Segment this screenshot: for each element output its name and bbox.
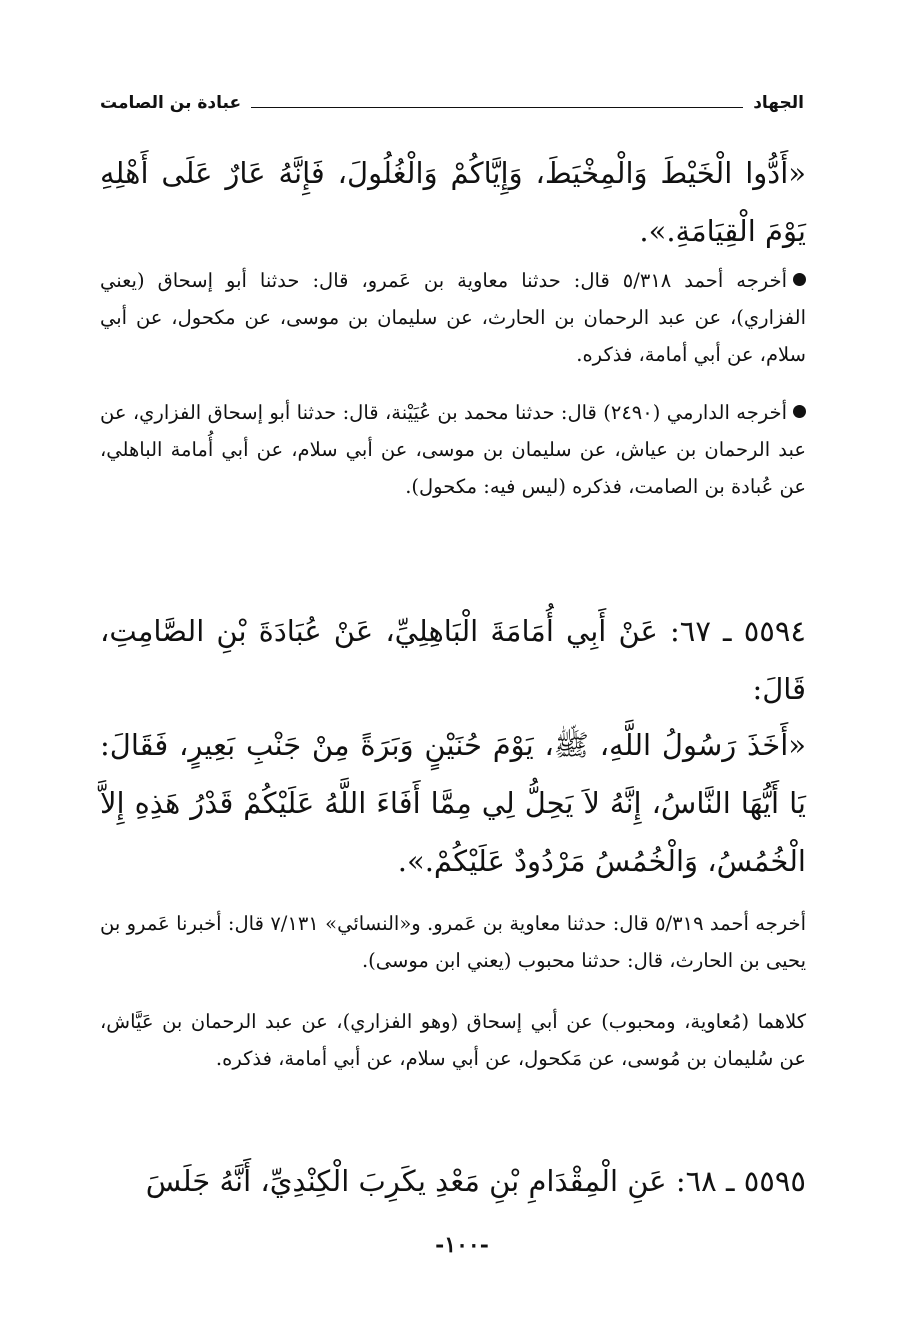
header-rule: [251, 107, 743, 108]
running-header: [100, 86, 804, 120]
header-chapter-title: الجهاد: [753, 93, 804, 113]
hadith-5593-continuation: «أَدُّوا الْخَيْطَ وَالْمِخْيَطَ، وَإِيَّاكُمْ وَالْغُلُولَ، فَإِنَّهُ عَارٌ عَلَى أَهْلِهِ يَوْمَ الْقِيَامَةِ.».: [100, 156, 806, 248]
bullet-icon: [793, 273, 806, 286]
bullet-icon: [793, 405, 806, 418]
hadith-5594-heading: ٥٥٩٤ ـ ٦٧: عَنْ أَبِي أُمَامَةَ الْبَاهِلِيِّ، عَنْ عُبَادَةَ بْنِ الصَّامِتِ، قَالَ:: [100, 614, 806, 706]
takhrij-note-text: أخرجه أحمد ٥/٣١٨ قال: حدثنا معاوية بن عَمرو، قال: حدثنا أبو إسحاق (يعني الفزاري)، عن عبد الرحمان بن الحارث، عن سليمان بن موسى، عن مكحول، عن أبي سلام، عن أبي أمامة، فذكره.: [100, 269, 806, 366]
takhrij-note-4: كلاهما (مُعاوية، ومحبوب) عن أبي إسحاق (وهو الفزاري)، عن عبد الرحمان بن عَيَّاش، عن سُليمان بن مُوسى، عن مَكحول، عن أبي سلام، عن أبي أمامة، فذكره.: [100, 1010, 806, 1070]
takhrij-note-1: [100, 262, 806, 373]
hadith-5595-heading: ٥٥٩٥ ـ ٦٨: عَنِ الْمِقْدَامِ بْنِ مَعْدِ يكَرِبَ الْكِنْدِيِّ، أَنَّهُ جَلَسَ: [145, 1164, 806, 1198]
hadith-5594-text: «أَخَذَ رَسُولُ اللَّهِ، ﷺ، يَوْمَ حُنَيْنٍ وَبَرَةً مِنْ جَنْبِ بَعِيرٍ، فَقَالَ: يَا أَيُّهَا النَّاسُ، إِنَّهُ لاَ يَحِلُّ لِي مِمَّا أَفَاءَ اللَّهُ عَلَيْكُمْ قَدْرُ هَذِهِ إِلاَّ الْخُمُسُ، وَالْخُمُسُ مَرْدُودٌ عَلَيْكُمْ.».: [100, 728, 806, 878]
takhrij-note-3: أخرجه أحمد ٥/٣١٩ قال: حدثنا معاوية بن عَمرو. و«النسائي» ٧/١٣١ قال: أخبرنا عَمرو بن يحيى بن الحارث، قال: حدثنا محبوب (يعني ابن موسى).: [100, 912, 806, 972]
takhrij-note-text: أخرجه الدارمي (٢٤٩٠) قال: حدثنا محمد بن عُيَيْنة، قال: حدثنا أبو إسحاق الفزاري، عن عبد الرحمان بن عياش، عن سليمان بن موسى، عن أبي سلام، عن أبي أُمامة الباهلي، عن عُبادة بن الصامت، فذكره (ليس فيه: مكحول).: [100, 401, 806, 498]
takhrij-note-2: [100, 394, 806, 505]
header-narrator-name: عبادة بن الصامت: [100, 93, 242, 113]
page-number: -١٠٠-: [435, 1232, 489, 1258]
